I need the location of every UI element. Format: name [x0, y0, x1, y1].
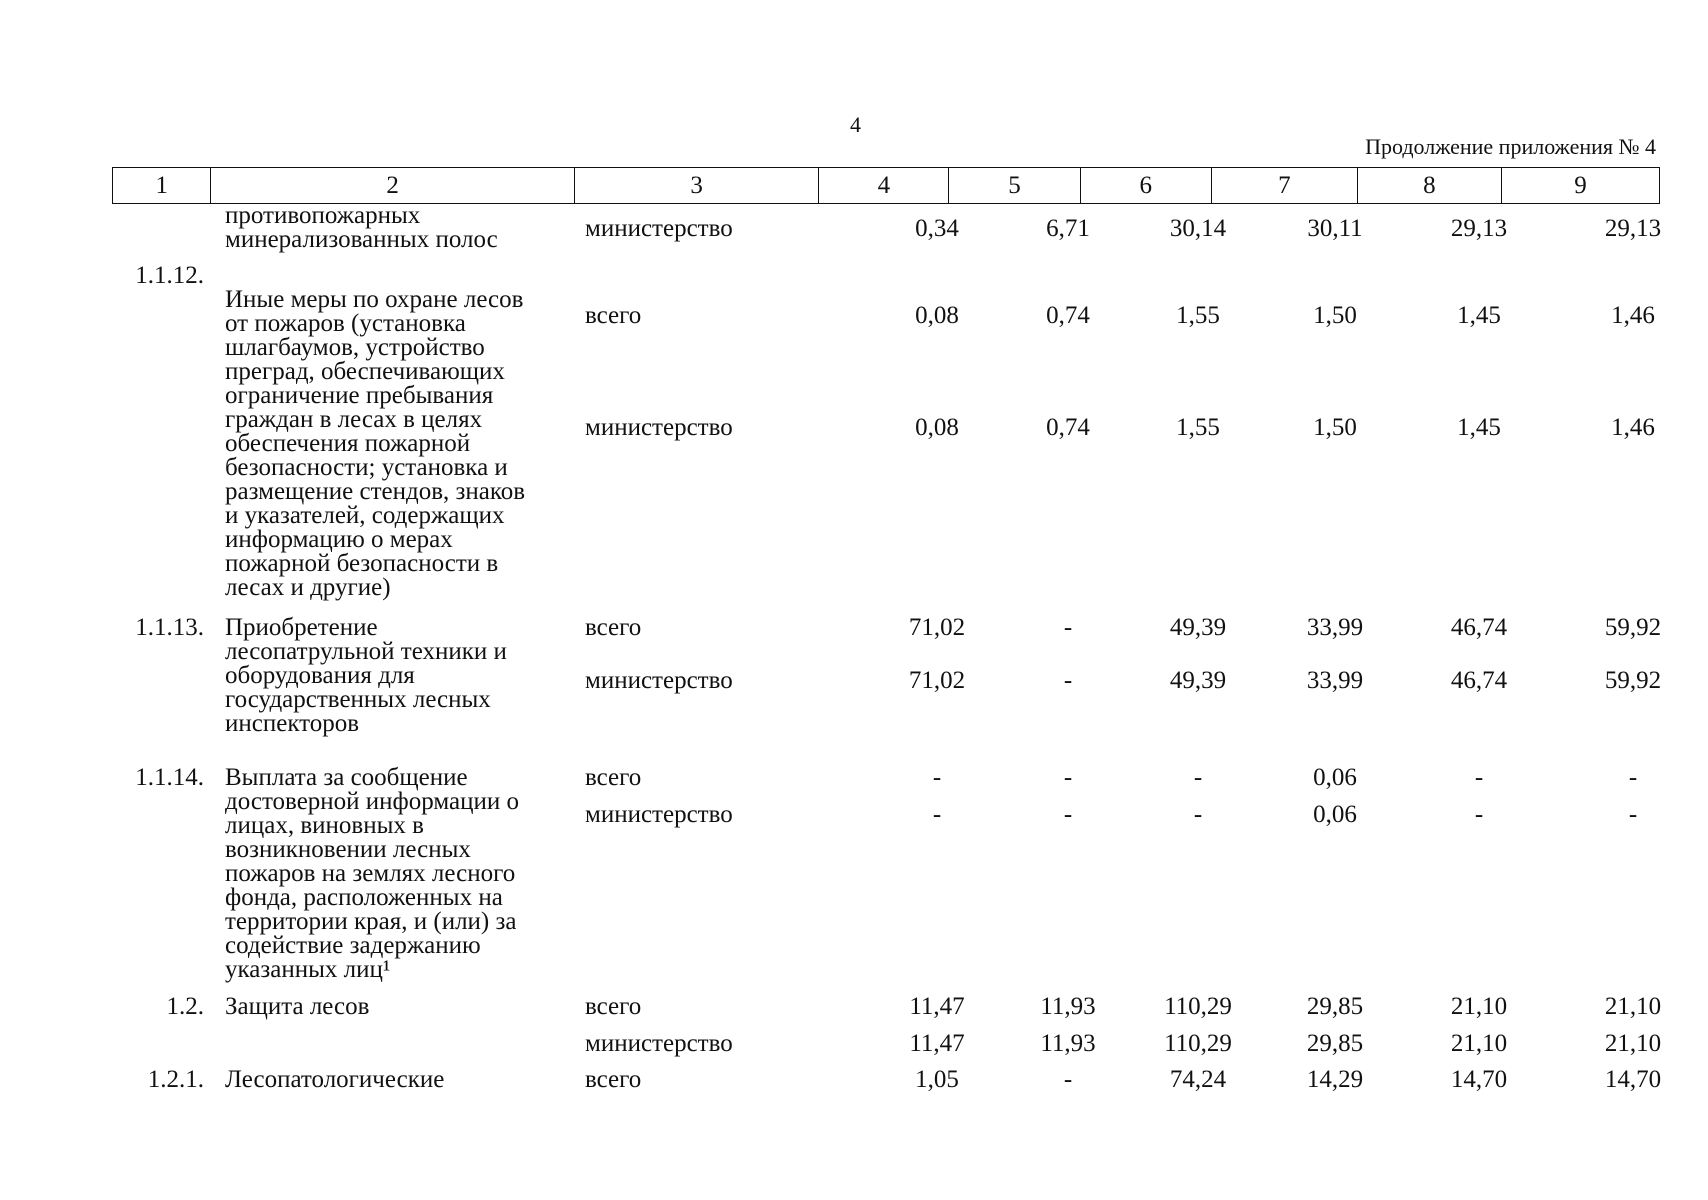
value-col-5: -: [1063, 1066, 1073, 1093]
value-col-8: 29,13: [1450, 215, 1508, 242]
value-col-6: 30,14: [1169, 215, 1227, 242]
value-col-9: 59,92: [1604, 614, 1662, 641]
value-col-4: -: [932, 764, 942, 791]
row-subject: министерство: [585, 215, 733, 242]
value-col-7: 0,06: [1313, 801, 1357, 828]
value-col-4: 0,34: [915, 215, 959, 242]
value-col-5: -: [1063, 614, 1073, 641]
value-col-9: 59,92: [1604, 667, 1662, 694]
header-col-9: 9: [1501, 168, 1659, 204]
value-col-4: -: [932, 801, 942, 828]
value-col-9: 21,10: [1604, 1030, 1662, 1057]
row-name: Иные меры по охране лесов от пожаров (установка шлагбаумов, устройство преград, обеспечивающих ограничение пребывания граждан в лесах в целях обеспечения пожарной безопасности; установка и размещение стендов, знаков и указателей, содержащих информацию о мерах пожарной безопасности в лесах и другие): [225, 286, 526, 601]
value-col-5: -: [1063, 764, 1073, 791]
value-col-8: 1,45: [1457, 302, 1501, 329]
value-col-5: 6,71: [1046, 215, 1090, 242]
header-col-7: 7: [1211, 168, 1357, 204]
value-col-7: 33,99: [1306, 614, 1364, 641]
header-col-5: 5: [949, 168, 1080, 204]
row-subject: всего: [585, 764, 642, 791]
row-number: 1.2.1.: [147, 1066, 204, 1093]
value-col-6: -: [1193, 764, 1203, 791]
value-col-7: 1,50: [1313, 414, 1357, 441]
row-name: Лесопатологические: [225, 1066, 445, 1093]
row-number: 1.1.12.: [135, 262, 204, 289]
row-subject: всего: [585, 993, 642, 1020]
value-col-5: 11,93: [1040, 1030, 1096, 1057]
continuation-note: Продолжение приложения № 4: [1365, 134, 1656, 159]
value-col-6: 110,29: [1164, 1030, 1232, 1057]
value-col-7: 33,99: [1306, 667, 1364, 694]
value-col-8: -: [1474, 764, 1484, 791]
value-col-7: 29,85: [1306, 993, 1364, 1020]
value-col-4: 0,08: [915, 414, 959, 441]
value-col-9: 29,13: [1604, 215, 1662, 242]
value-col-4: 1,05: [915, 1066, 959, 1093]
value-col-4: 11,47: [909, 1030, 965, 1057]
value-col-4: 71,02: [908, 614, 966, 641]
table-header: [112, 167, 1660, 204]
row-subject: всего: [585, 614, 642, 641]
value-col-6: 49,39: [1169, 667, 1227, 694]
header-col-6: 6: [1080, 168, 1211, 204]
value-col-5: 0,74: [1046, 414, 1090, 441]
row-number: 1.2.: [166, 993, 204, 1020]
value-col-8: 46,74: [1450, 614, 1508, 641]
row-subject: всего: [585, 302, 642, 329]
value-col-6: -: [1193, 801, 1203, 828]
value-col-6: 74,24: [1169, 1066, 1227, 1093]
header-col-1: 1: [113, 168, 211, 204]
value-col-5: -: [1063, 667, 1073, 694]
row-name: противопожарных минерализованных полос: [225, 202, 498, 253]
value-col-4: 71,02: [908, 667, 966, 694]
value-col-8: 14,70: [1450, 1066, 1508, 1093]
value-col-9: 14,70: [1604, 1066, 1662, 1093]
value-col-7: 14,29: [1306, 1066, 1364, 1093]
value-col-6: 49,39: [1169, 614, 1227, 641]
value-col-9: 1,46: [1611, 302, 1655, 329]
row-name: Приобретение лесопатрульной техники и оборудования для государственных лесных инспекторов: [225, 614, 507, 737]
value-col-8: 46,74: [1450, 667, 1508, 694]
row-subject: министерство: [585, 414, 733, 441]
header-col-2: 2: [211, 168, 575, 204]
value-col-9: 1,46: [1611, 414, 1655, 441]
row-name: Защита лесов: [225, 993, 370, 1020]
row-subject: министерство: [585, 801, 733, 828]
row-subject: министерство: [585, 667, 733, 694]
value-col-9: -: [1628, 801, 1638, 828]
row-number: 1.1.14.: [135, 764, 204, 791]
page-number: 4: [850, 112, 861, 137]
value-col-9: 21,10: [1604, 993, 1662, 1020]
row-number: 1.1.13.: [135, 614, 204, 641]
value-col-6: 1,55: [1176, 302, 1220, 329]
header-col-4: 4: [819, 168, 949, 204]
value-col-8: 21,10: [1450, 1030, 1508, 1057]
header-col-8: 8: [1357, 168, 1501, 204]
row-subject: всего: [585, 1066, 642, 1093]
row-subject: министерство: [585, 1030, 733, 1057]
value-col-8: 21,10: [1450, 993, 1508, 1020]
value-col-7: 29,85: [1306, 1030, 1364, 1057]
value-col-8: 1,45: [1457, 414, 1501, 441]
value-col-8: -: [1474, 801, 1484, 828]
value-col-5: 11,93: [1040, 993, 1096, 1020]
value-col-5: -: [1063, 801, 1073, 828]
value-col-7: 1,50: [1313, 302, 1357, 329]
value-col-9: -: [1628, 764, 1638, 791]
value-col-6: 110,29: [1164, 993, 1232, 1020]
value-col-6: 1,55: [1176, 414, 1220, 441]
value-col-5: 0,74: [1046, 302, 1090, 329]
value-col-7: 0,06: [1313, 764, 1357, 791]
value-col-4: 11,47: [909, 993, 965, 1020]
row-name: Выплата за сообщение достоверной информации о лицах, виновных в возникновении лесных пожаров на землях лесного фонда, расположенных на территории края, и (или) за содействие задержанию указанных лиц¹: [225, 764, 520, 983]
header-col-3: 3: [574, 168, 818, 204]
value-col-4: 0,08: [915, 302, 959, 329]
value-col-7: 30,11: [1307, 215, 1363, 242]
